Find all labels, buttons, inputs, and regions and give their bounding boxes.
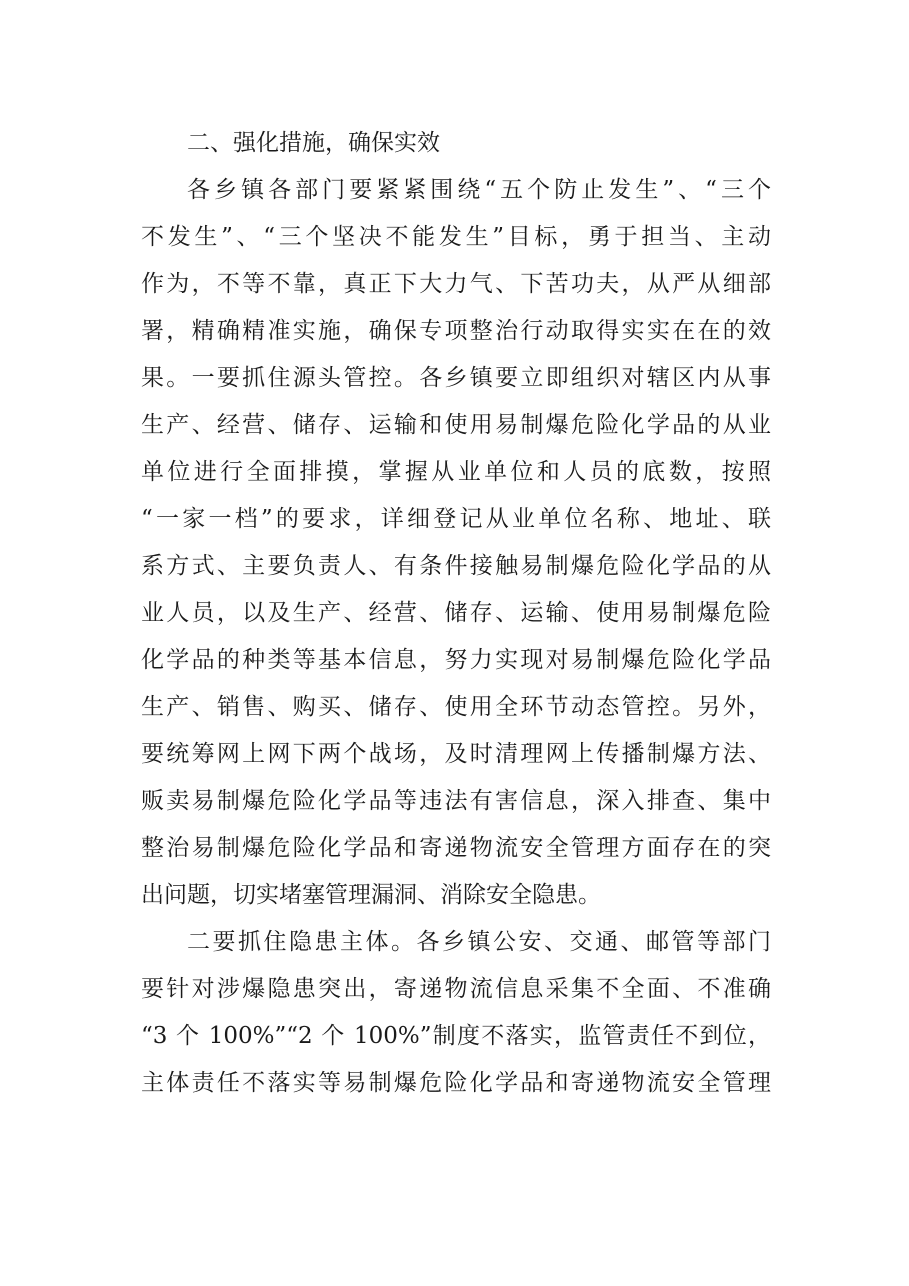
paragraph-line: 要统筹网上网下两个战场，及时清理网上传播制爆方法、 [141,741,771,767]
paragraph-line: 出问题，切实堵塞管理漏洞、消除安全隐患。 [141,882,601,908]
paragraph-line: 作为，不等不靠，真正下大力气、下苦功夫，从严从细部 [141,271,771,297]
paragraph-line: 果。一要抓住源头管控。各乡镇要立即组织对辖区内从事 [141,365,771,391]
paragraph-line: 化学品的种类等基本信息，努力实现对易制爆危险化学品 [141,647,771,673]
paragraph-line: 系方式、主要负责人、有条件接触易制爆危险化学品的从 [141,553,771,579]
paragraph-line: 单位进行全面排摸，掌握从业单位和人员的底数，按照 [141,459,771,485]
section-heading: 二、强化措施，确保实效 [187,130,440,156]
paragraph-line: 署，精确精准实施，确保专项整治行动取得实实在在的效 [141,318,771,344]
paragraph-line: 要针对涉爆隐患突出，寄递物流信息采集不全面、不准确 [141,976,771,1002]
paragraph-line: 不发生”、“三个坚决不能发生”目标，勇于担当、主动 [141,224,771,250]
paragraph-line: 生产、经营、储存、运输和使用易制爆危险化学品的从业 [141,412,771,438]
paragraph-line: 整治易制爆危险化学品和寄递物流安全管理方面存在的突 [141,835,771,861]
paragraph-line: 业人员，以及生产、经营、储存、运输、使用易制爆危险 [141,600,771,626]
paragraph-line: “一家一档”的要求，详细登记从业单位名称、地址、联 [141,506,771,532]
paragraph-line: 各乡镇各部门要紧紧围绕“五个防止发生”、“三个 [187,177,771,203]
paragraph-line: 二要抓住隐患主体。各乡镇公安、交通、邮管等部门 [187,929,771,955]
paragraph-line: “3 个 100%”“2 个 100%”制度不落实，监管责任不到位， [141,1023,771,1049]
paragraph-line: 主体责任不落实等易制爆危险化学品和寄递物流安全管理 [141,1070,771,1096]
paragraph-line: 生产、销售、购买、储存、使用全环节动态管控。另外， [141,694,771,720]
paragraph-line: 贩卖易制爆危险化学品等违法有害信息，深入排查、集中 [141,788,771,814]
